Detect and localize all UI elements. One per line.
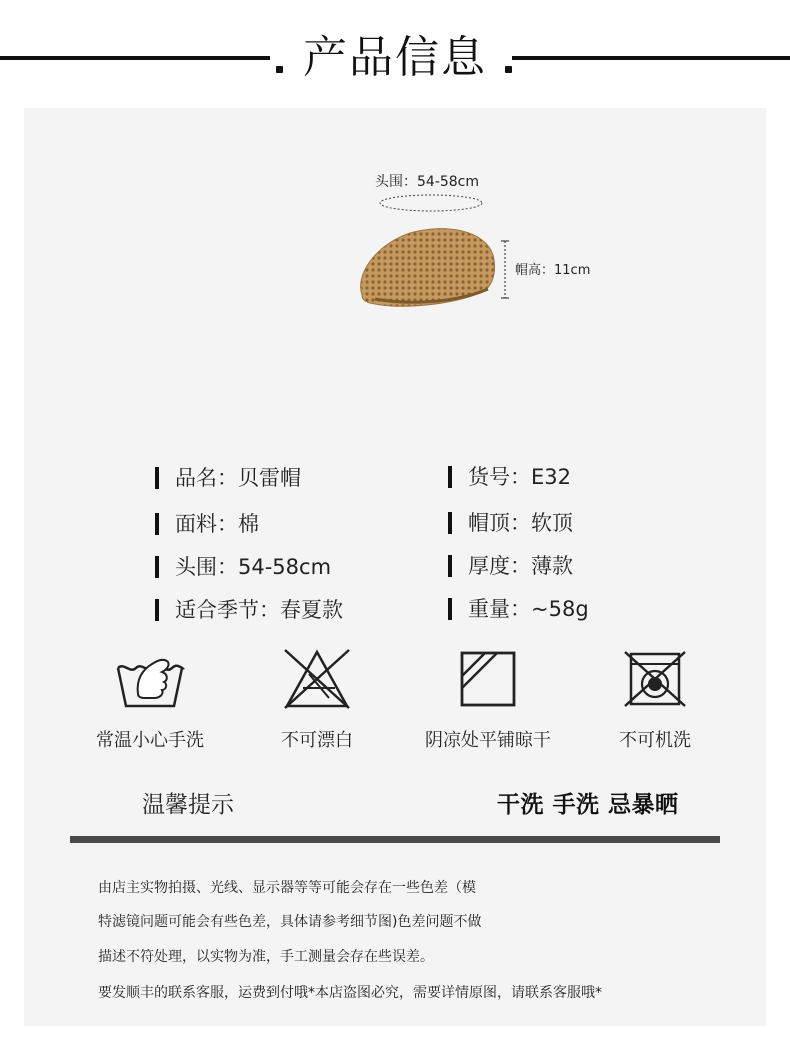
spec-bullet	[448, 598, 452, 620]
care-dry-flat-shade	[403, 646, 573, 752]
tips-note: 由店主实物拍摄、光线、显示器等等可能会存在一些色差（模	[98, 880, 476, 896]
header-dot-right	[505, 66, 512, 73]
hand-wash-icon	[112, 646, 188, 714]
header-dot-left	[276, 66, 283, 73]
circumference-label: 头围：54-58cm	[375, 174, 480, 190]
hat-height-label: 帽高：11cm	[515, 263, 591, 278]
hat-diagram	[340, 165, 640, 325]
tips-title: 温馨提示	[142, 792, 234, 818]
care-label: 不可机洗	[619, 730, 691, 751]
tips-note: 要发顺丰的联系客服，运费到付哦*本店盗图必究，需要详情原图，请联系客服哦*	[98, 985, 602, 1001]
care-no-bleach	[232, 646, 402, 752]
care-label: 常温小心手洗	[96, 730, 204, 751]
care-no-machine-wash	[570, 646, 740, 752]
tips-note: 特滤镜问题可能会有些色差，具体请参考细节图)色差问题不做	[98, 914, 482, 930]
tips-highlight: 干洗 手洗 忌暴晒	[497, 792, 679, 818]
tips-note: 描述不符处理，以实物为准，手工测量会存在些误差。	[98, 949, 434, 965]
spec-bullet	[155, 467, 159, 489]
no-machine-wash-icon	[617, 646, 693, 714]
section-header	[0, 0, 790, 108]
tips-divider	[70, 836, 720, 843]
no-bleach-icon	[279, 646, 355, 714]
header-rule-right	[512, 56, 790, 60]
spec-bullet	[448, 512, 452, 534]
care-label: 不可漂白	[281, 730, 353, 751]
page-title: 产品信息	[303, 32, 487, 83]
header-rule-left	[0, 56, 270, 60]
dry-flat-shade-icon	[450, 646, 526, 714]
spec-bullet	[155, 513, 159, 535]
care-hand-wash	[65, 646, 235, 752]
spec-bullet	[155, 556, 159, 578]
spec-bullet	[448, 466, 452, 488]
care-label: 阴凉处平铺晾干	[425, 730, 551, 751]
spec-bullet	[155, 599, 159, 621]
spec-bullet	[448, 555, 452, 577]
